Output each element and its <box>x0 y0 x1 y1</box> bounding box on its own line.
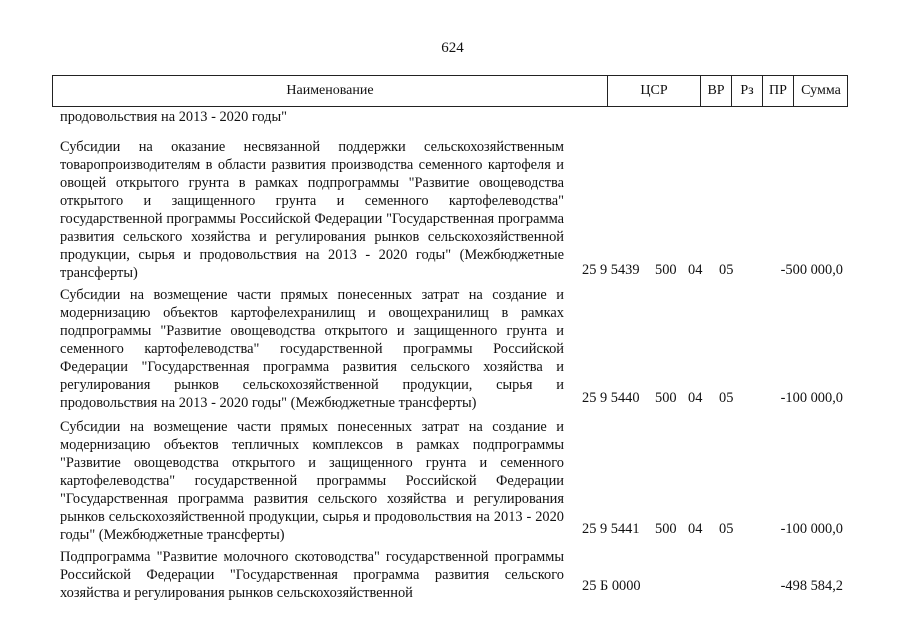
row-pr: 05 <box>719 390 734 406</box>
row-pr: 05 <box>719 521 734 537</box>
row-csr: 25 9 5441 <box>582 521 640 537</box>
row-csr: 25 9 5440 <box>582 390 640 406</box>
row-pr: 05 <box>719 262 734 278</box>
row-rz: 04 <box>688 390 703 406</box>
row-description: Субсидии на возмещение части прямых понесенных затрат на создание и модернизацию объектов картофелехранилищ и овощехранилищ в рамках подпрограммы "Развитие овощеводства открытого и защищенного грунта и семенного картофелеводства" государственной программы Российской Федерации "Государственная программа развития сельского хозяйства и регулирования рынков сельскохозяйственной продукции, сырья и продовольствия на 2013 - 2020 годы" (Межбюджетные трансферты) <box>60 287 564 411</box>
row-rz: 04 <box>688 521 703 537</box>
row-vr: 500 <box>655 262 677 278</box>
row-csr: 25 Б 0000 <box>582 578 641 594</box>
header-vr: ВР <box>707 83 725 98</box>
row-sum: -500 000,0 <box>780 262 843 278</box>
header-rz: Рз <box>740 83 754 98</box>
row-sum: -100 000,0 <box>780 521 843 537</box>
header-sum: Сумма <box>801 83 841 98</box>
table-header <box>52 75 848 107</box>
continued-text: продовольствия на 2013 - 2020 годы" <box>60 109 288 125</box>
row-sum: -498 584,2 <box>780 578 843 594</box>
row-vr: 500 <box>655 521 677 537</box>
header-pr: ПР <box>769 83 787 98</box>
row-sum: -100 000,0 <box>780 390 843 406</box>
row-vr: 500 <box>655 390 677 406</box>
row-description: Субсидии на возмещение части прямых понесенных затрат на создание и модернизацию объектов тепличных комплексов в рамках подпрограммы "Развитие овощеводства открытого и защищенного грунта и семенного картофелеводства" государственной программы Российской Федерации "Государственная программа развития сельского хозяйства и регулирования рынков сельскохозяйственной продукции, сырья и продовольствия на 2013 - 2020 годы" (Межбюджетные трансферты) <box>60 419 564 543</box>
header-csr: ЦСР <box>640 83 668 98</box>
row-rz: 04 <box>688 262 703 278</box>
row-description: Подпрограмма "Развитие молочного скотоводства" государственной программы Российской Федерации "Государственная программа развития сельского хозяйства и регулирования рынков сельскохозяйственной <box>60 549 564 601</box>
row-description: Субсидии на оказание несвязанной поддержки сельскохозяйственным товаропроизводителям в области развития производства семенного картофеля и овощей открытого грунта в рамках подпрограммы "Развитие овощеводства открытого и защищенного грунта и семенного картофелеводства" государственной программы Российской Федерации "Государственная программа развития сельского хозяйства и регулирования рынков сельскохозяйственной продукции, сырья и продовольствия на 2013 - 2020 годы" (Межбюджетные трансферты) <box>60 139 564 281</box>
row-csr: 25 9 5439 <box>582 262 640 278</box>
page-number: 624 <box>441 40 464 56</box>
header-name: Наименование <box>286 83 374 98</box>
